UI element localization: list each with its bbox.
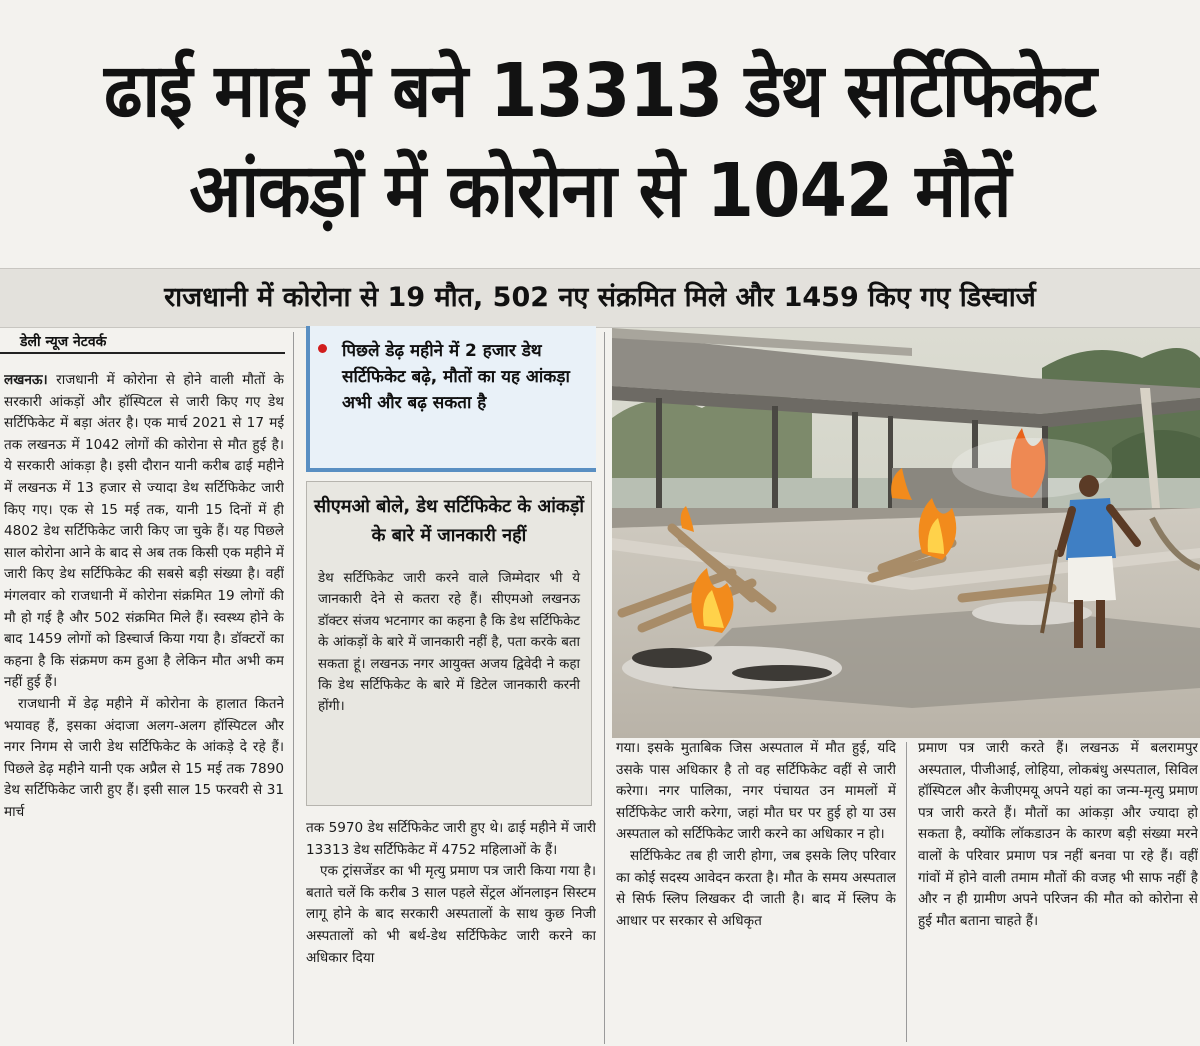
pull-quote: पिछले डेढ़ महीने में 2 हजार डेथ सर्टिफिकेट बढ़े, मौतों का यह आंकड़ा अभी और बढ़ सकता है [342,341,570,413]
article-column-3 [616,738,896,1042]
column-divider [906,742,907,1042]
article-column-4 [918,738,1198,1042]
sidebar-title: सीएमओ बोले, डेथ सर्टिफिकेट के आंकड़ों के बारे में जानकारी नहीं [313,496,585,546]
article-paragraph: तक 5970 डेथ सर्टिफिकेट जारी हुए थे। ढाई महीने में जारी 13313 डेथ सर्टिफिकेट में 4752 महिलाओं के हैं। [306,820,596,858]
column-divider [604,332,605,1044]
cremation-ground-photo [612,328,1200,738]
article-paragraph: सर्टिफिकेट तब ही जारी होगा, जब इसके लिए परिवार का कोई सदस्य आवेदन करता है। मौत के समय अस्पताल से सिर्फ स्लिप लिखकर दी जाती है। बाद में स्लिप के आधार पर सरकार से अधिकृत [616,847,896,929]
article-paragraph: राजधानी में डेढ़ महीने में कोरोना के हालात कितने भयावह हैं, इसका अंदाजा अलग-अलग हॉस्पिटल और नगर निगम से जारी डेथ सर्टिफिकेट के आंकड़े दे रहे हैं। पिछले डेढ़ महीने यानी एक अप्रैल से 15 मई तक 7890 डेथ सर्टिफिकेट जारी हुए हैं। इसी साल 15 फरवरी से 31 मार्च [4,695,284,820]
bullet-icon [318,344,327,353]
column-divider [293,332,294,1044]
article-column-1 [4,370,284,1042]
article-paragraph: राजधानी में कोरोना से होने वाली मौतों के सरकारी आंकड़ों और हॉस्पिटल से जारी किए गए डेथ सर्टिफिकेट में बड़ा अंतर है। एक मार्च 2021 से 17 मई तक लखनऊ में 1042 लोगों की कोरोना से मौत हुई है। ये सरकारी आंकड़ा है। इसी दौरान यानी करीब ढाई महीने में लखनऊ में 13 हजार से ज्यादा डेथ सर्टिफिकेट जारी किए गए। एक से 15 मई तक, यानी 15 दिनों में ही 4802 डेथ सर्टिफिकेट जारी किए जा चुके हैं। यह पिछले साल कोरोना आने के बाद से अब तक किसी एक महीने में जारी किए डेथ सर्टिफिकेट की सबसे बड़ी संख्या है। वहीं मंगलवार को राजधानी में कोरोना संक्रमित 19 लोगों की मौ हो गई है और 502 संक्रमित मिले हैं। स्वस्थ्य होने के बाद 1459 लोगों को डिस्चार्ज किया गया है। डॉक्टरों का कहना है कि संक्रमण कम हुआ है लेकिन मौत अभी कम नहीं हुई हैं। [4,372,284,691]
headline-line-1: ढाई माह में बने 13313 डेथ सर्टिफिकेट [104,48,1096,134]
sidebar-text: डेथ सर्टिफिकेट जारी करने वाले जिम्मेदार भी ये जानकारी देने से कतरा रहे हैं। सीएमओ लखनऊ डॉक्टर संजय भटनागर का कहना है कि डेथ सर्टिफिकेट के आंकड़ों के बारे में जानकारी नहीं है, पता करके बता सकता हूं। लखनऊ नगर आयुक्त अजय द्विवेदी ने कहा कि डेथ सर्टिफिकेट के बारे में डिटेल जानकारी करनी होंगी। [318,571,580,715]
byline-rule [0,352,285,354]
article-paragraph: प्रमाण पत्र जारी करते हैं। लखनऊ में बलरामपुर अस्पताल, पीजीआई, लोहिया, लोकबंधु अस्पताल, सिविल हॉस्पिटल और केजीएमयू अपने यहां का जन्म-मृत्यु प्रमाण पत्र जारी करते हैं। मौतों का आंकड़ा और ज्यादा हो सकता है, क्योंकि लॉकडाउन के कारण बड़ी संख्या मरने वालों के परिवार प्रमाण पत्र नहीं बनवा पा रहे हैं। वहीं गांवों में होने वाली तमाम मौतों की वजह भी साफ नहीं है और न ही ग्रामीण अपने परिजन की मौत को कोरोना से हुई मौत बताना चाहते हैं। [918,740,1198,929]
article-paragraph: एक ट्रांसजेंडर का भी मृत्यु प्रमाण पत्र जारी किया गया है। बताते चलें कि करीब 3 साल पहले सेंट्रल ऑनलाइन सिस्टम लागू होने के बाद सरकारी अस्पतालों के साथ कुछ निजी अस्पतालों को भी बर्थ-डेथ सर्टिफिकेट जारी करने का अधिकार दिया [306,863,596,966]
subheadline-bar [0,268,1200,328]
article-column-2 [306,818,596,1042]
byline: डेली न्यूज नेटवर्क [20,334,107,350]
dateline: लखनऊ। [4,372,48,388]
article-paragraph: गया। इसके मुताबिक जिस अस्पताल में मौत हुई, यदि उसके पास अधिकार है तो वह सर्टिफिकेट वहीं से जारी करेगा। नगर पालिका, नगर पंचायत उन मामलों में सर्टिफिकेट जारी करेगा, जहां मौत घर पर हुई हो या उस अस्पताल को सर्टिफिकेट जारी करने का अधिकार न हो। [616,740,896,843]
headline-line-2: आंकड़ों में कोरोना से 1042 मौतें [189,148,1011,234]
subheadline: राजधानी में कोरोना से 19 मौत, 502 नए संक्रमित मिले और 1459 किए गए डिस्चार्ज [164,282,1036,313]
